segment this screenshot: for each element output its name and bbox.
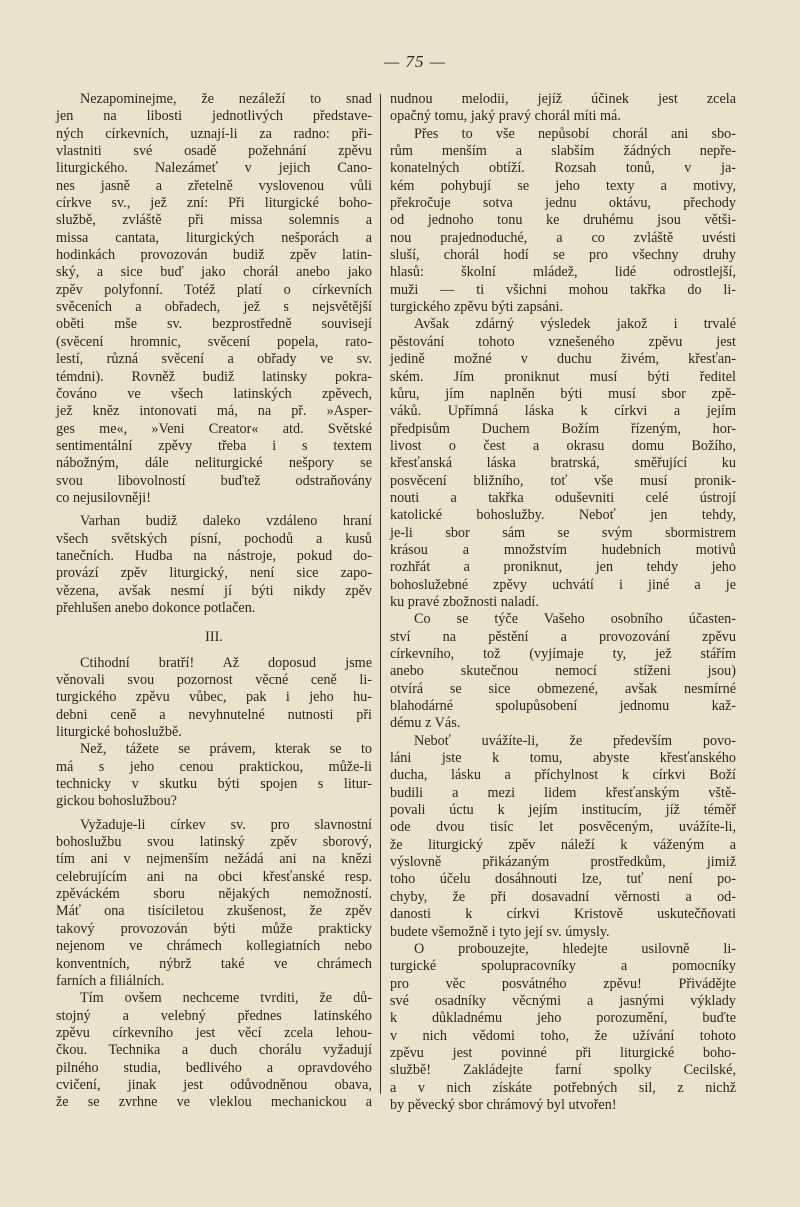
text-line: Co se týče Vašeho osobního účasten- — [414, 611, 736, 628]
text-line: turgického zpěvu býti zapsáni. — [390, 299, 564, 316]
text-line: lestí, různá svěcení a obřady ve sv. — [56, 351, 372, 368]
text-line: (svěcení hromnic, svěcení popela, rato- — [56, 333, 372, 350]
text-line: nudnou melodii, jejíž účinek jest zcela — [390, 91, 736, 107]
text-line: nábožným, dále neliturgické nešpory se — [56, 455, 372, 472]
text-line: dému z Vás. — [390, 715, 461, 732]
text-line: hlasů: školní mládež, lidé odrostlejší, — [390, 264, 736, 281]
column-divider — [380, 94, 381, 1094]
text-line: kém pohybují se jeho texty a motivy, — [390, 177, 736, 194]
text-line: zpěvu církevního jest věcí zcela lehou- — [56, 1024, 372, 1041]
text-line: Neboť uvážíte-li, že především povo- — [414, 732, 736, 749]
text-line: nou prajednoduché, a co zvláště uvésti — [390, 229, 736, 246]
text-line: rozhřát a proniknut, jen tehdy jeho — [390, 559, 736, 576]
paragraph — [56, 513, 372, 617]
text-line: kůru, jím naplněn býti musí sbor zpě- — [390, 385, 736, 402]
text-line: blahodárné spolupůsobení jednomu kaž- — [390, 698, 736, 715]
text-line: katolické bohoslužby. Neboť jen tehdy, — [390, 507, 736, 524]
text-line: hodinkách provozován budiž zpěv latin- — [56, 247, 372, 264]
text-line: ský, a sice buď jako chorál anebo jako — [56, 264, 372, 281]
text-line: cvičení, jinak jest odůvodněnou obava, — [56, 1076, 372, 1093]
text-line: pilného studia, bedlivého a opravdového — [56, 1059, 372, 1076]
text-line: nes jasně a zřetelně vyslovenou vůli — [56, 177, 372, 194]
text-line: ství na pěstění a provozování zpěvu — [390, 628, 736, 645]
text-line: provází zpěv liturgický, není sice zapo- — [56, 565, 372, 582]
section-heading: III. — [205, 629, 223, 646]
text-line: svou libovolností buďtež odstraňovány — [56, 472, 372, 489]
text-line: jedině možné v duchu živém, křesťan- — [390, 351, 736, 368]
text-line: toho účelu dosáhnouti lze, tuť není po- — [390, 871, 736, 888]
text-line: ode dvou tisíc let posvěceným, uvážíte-li, — [390, 819, 736, 836]
text-line: křesťanská láska bratrská, směřující ku — [390, 455, 736, 472]
text-line: missa cantata, liturgických nešporách a — [56, 229, 372, 246]
text-line: má s jeho cenou praktickou, může-li — [56, 758, 372, 775]
text-line: opačný tomu, jaký pravý chorál míti má. — [390, 108, 621, 125]
text-line: ných církevních, uznají-li za radno: při- — [56, 125, 372, 142]
paragraph — [390, 733, 736, 941]
text-line: livost o čest a okrasu domu Božího, — [390, 437, 736, 454]
text-line: rům menším a slabším žádných nepře- — [390, 143, 736, 160]
text-line: vlastniti své osadě požehnání zpěvu — [56, 143, 372, 160]
text-line: zpěváckém sboru nějakých nemožností. — [56, 886, 372, 903]
text-line: chyby, že při dosavadní věrnosti a od- — [390, 888, 736, 905]
text-line: pro věc posvátného zpěvu! Přivádějte — [390, 975, 736, 992]
text-line: sentimentální zpěvy třeba i s textem — [56, 437, 372, 454]
text-line: k důkladnému jeho porozumění, buďte — [390, 1010, 736, 1027]
text-line: Tím ovšem nechceme tvrditi, že dů- — [80, 990, 372, 1007]
text-line: sluší, chorál hodí se pro všechny druhy — [390, 247, 736, 264]
text-line: konatelných obtíží. Rozsah tonů, v ja- — [390, 160, 736, 177]
text-line: posvěcení bližního, toť vše musí pronik- — [390, 472, 736, 489]
right-column — [390, 91, 736, 1114]
text-line: zpěvu jest povinné při liturgické boho- — [390, 1044, 736, 1061]
text-line: věnovali svou pozornost věcné ceně li- — [56, 672, 372, 688]
text-line: ském. Jím proniknut musí býti ředitel — [390, 368, 736, 385]
text-line: bohoslužebné zpěvy uchvátí i jiné a je — [390, 576, 736, 593]
text-line: nouti a takřka oduševniti celé ústrojí — [390, 489, 736, 506]
text-line: celebrujícím ani na obci křesťanské resp. — [56, 868, 372, 885]
paragraph — [390, 611, 736, 732]
paragraph — [390, 126, 736, 317]
text-line: takový provozován býti může prakticky — [56, 920, 372, 937]
text-line: Nezapominejme, že nezáleží to snad — [80, 91, 372, 107]
text-line: jež kněz intonovati má, na př. »Asper- — [56, 403, 372, 420]
text-line: oběti mše sv. bezprostředně souvisejí — [56, 316, 372, 333]
text-line: ducha, lásku a příchylnost k církvi Boží — [390, 767, 736, 784]
text-line: technicky v skutku býti spojen s litur- — [56, 776, 372, 793]
text-line: debni ceně a nevyhnutelné nutnosti při — [56, 706, 372, 723]
left-column — [56, 91, 372, 1112]
text-line: gickou bohoslužbou? — [56, 793, 177, 810]
text-line: od jednoho tonu ke druhému jsou větši- — [390, 212, 736, 229]
paragraph — [390, 316, 736, 611]
text-line: otvírá se sice obmezené, avšak nesmírné — [390, 680, 736, 697]
text-line: zpěv polyfonní. Totéž platí o církevních — [56, 281, 372, 298]
text-line: bohoslužbu svou latinský zpěv sborový, — [56, 834, 372, 851]
text-line: své osadníky věcnými a jasnými výklady — [390, 992, 736, 1009]
paragraph — [390, 91, 736, 126]
text-line: službě! Zakládejte farní spolky Cecilské, — [390, 1062, 736, 1079]
text-line: Přes to vše nepůsobí chorál ani sbo- — [414, 125, 736, 142]
text-line: budili a mezi lidem křesťanským vště- — [390, 784, 736, 801]
text-line: tanečních. Hudba na nástroje, pokud do- — [56, 547, 372, 564]
text-line: službě, zvláště při missa solemnis a — [56, 212, 372, 229]
text-line: konventních, nýbrž také ve chrámech — [56, 955, 372, 972]
text-line: farních a filiálních. — [56, 972, 165, 989]
paragraph — [56, 990, 372, 1111]
text-line: výslovně přikázaným prostředkům, jimiž — [390, 854, 736, 871]
text-line: čkou. Technika a duch chorálu vyžadují — [56, 1042, 372, 1059]
text-line: svěceních a obřadech, jež s nejsvětější — [56, 299, 372, 316]
text-line: liturgické bohoslužbě. — [56, 724, 182, 741]
text-line: anebo skutečnou nemocí stíženi jsou) — [390, 663, 736, 680]
text-line: O probouzejte, hledejte usilovně li- — [414, 940, 736, 957]
text-line: láni jste k tomu, abyste křesťanského — [390, 750, 736, 767]
paragraph — [56, 817, 372, 990]
text-line: danosti k církvi Kristově uskutečňovati — [390, 906, 736, 923]
text-line: Varhan budiž daleko vzdáleno hraní — [80, 513, 372, 530]
text-line: Vyžaduje-li církev sv. pro slavnostní — [80, 816, 372, 833]
text-line: církevního, tož (vyjímaje ty, jež stářím — [390, 646, 736, 662]
paragraph — [56, 655, 372, 742]
text-line: pěstování tohoto vznešeného zpěvu jest — [390, 333, 736, 350]
text-line: Než, tážete se právem, kterak se to — [80, 741, 372, 758]
text-line: překročuje sotva jednu oktávu, přechody — [390, 195, 736, 212]
paragraph — [390, 941, 736, 1114]
paragraph — [56, 91, 372, 507]
text-line: předpisům Duchem Božím řízeným, hor- — [390, 420, 736, 437]
text-line: témdni). Rovněž budiž latinsky pokra- — [56, 368, 372, 385]
text-line: Avšak zdárný výsledek jakož i trvalé — [414, 316, 736, 333]
paragraph — [56, 741, 372, 810]
text-line: čováno ve všech latinských zpěvech, — [56, 385, 372, 402]
text-line: jen na libosti jednotlivých představe- — [56, 108, 372, 125]
text-line: stojný a velebný přednes latinského — [56, 1007, 372, 1024]
text-line: Máť ona tisíciletou zkušenost, že zpěv — [56, 903, 372, 920]
page-number: — 75 — — [384, 52, 446, 71]
text-line: církve sv., jež zní: Při liturgické boho- — [56, 195, 372, 212]
text-line: ges me«, »Veni Creator« atd. Světské — [56, 420, 372, 437]
text-line: a v nich získáte potřebných sil, z nichž — [390, 1079, 736, 1096]
text-line: krásou a množstvím hudebních motivů — [390, 541, 736, 558]
text-line: liturgického. Nalezámeť v jejich Cano- — [56, 160, 372, 177]
text-line: co nejusilovněji! — [56, 489, 151, 506]
text-line: turgické spolupracovníky a pomocníky — [390, 958, 736, 975]
text-line: povali úctu k jejím institucím, jíž téměř — [390, 802, 736, 819]
text-line: muži — ti všichni mohou takřka do li- — [390, 281, 736, 298]
text-line: že se zvrhne ve vleklou mechanickou a — [56, 1094, 372, 1111]
text-line: ku pravé zbožnosti naladí. — [390, 593, 539, 610]
text-line: je-li sbor sám se svým sbormistrem — [390, 524, 736, 541]
text-line: turgického zpěvu vůbec, pak i jeho hu- — [56, 689, 372, 706]
text-line: vězena, avšak nesmí jí býti nikdy zpěv — [56, 582, 372, 599]
text-line: by pěvecký sbor chrámový byl utvořen! — [390, 1096, 617, 1113]
text-line: všech světských písní, pochodů a kusů — [56, 530, 372, 547]
text-line: tím ani v nejmenším nežádá ani na knězi — [56, 851, 372, 868]
text-line: nejenom ve chrámech kollegiatních nebo — [56, 938, 372, 955]
text-line: budete všemožně i tyto její sv. úmysly. — [390, 923, 610, 940]
text-line: v nich vědomi toho, že užívání tohoto — [390, 1027, 736, 1044]
text-line: Ctihodní bratří! Až doposud jsme — [80, 654, 372, 671]
text-line: váků. Upřímná láska k církvi a jejím — [390, 403, 736, 420]
text-line: že liturgický zpěv náleží k váženým a — [390, 836, 736, 853]
text-line: přehlušen anebo dokonce potlačen. — [56, 599, 256, 616]
